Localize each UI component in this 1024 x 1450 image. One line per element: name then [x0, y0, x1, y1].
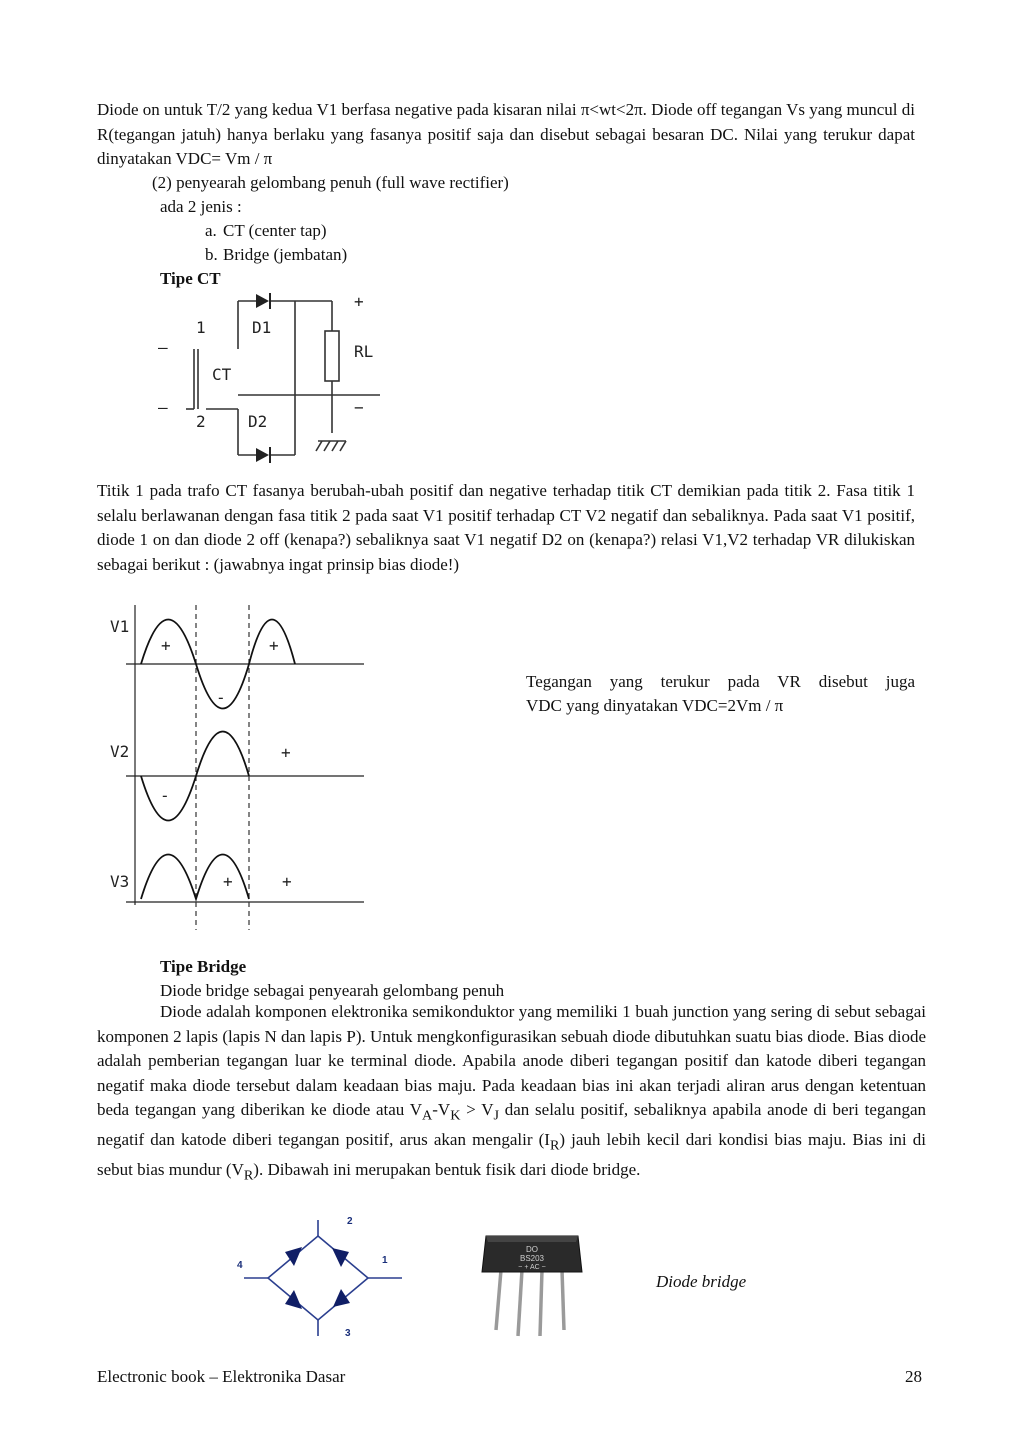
bridge-diode-2 — [332, 1248, 349, 1267]
vr-description-line-2: VDC yang dinyatakan VDC=2Vm / π — [526, 696, 784, 715]
bridge-subheading: Diode bridge sebagai penyearah gelombang penuh — [160, 981, 505, 1000]
paragraph-ct-explanation: Titik 1 pada trafo CT fasanya berubah-ubah positif dan negative terhadap titik CT demikian pada titik 2. Fasa titik 1 selalu berlawanan dengan fasa titik 2 pada saat V1 positif terhadap CT V2 negatif dan sebaliknya. Pada saat V1 positif, diode 1 on dan diode 2 off (kenapa?) sebaliknya saat V1 negatif D2 on (kenapa?) relasi V1,V2 terhadap VR dilukiskan sebagai berikut : (jawabnya ingat prinsip bias diode!) — [97, 481, 915, 574]
waveform-diagram — [108, 605, 370, 935]
component-marking-2: BS203 — [519, 1254, 545, 1263]
types-intro: ada 2 jenis : — [160, 197, 242, 216]
component-marking-3: ~ + AC ~ — [518, 1264, 546, 1271]
ct-label-ct: CT — [212, 365, 232, 384]
bridge-node-2: 2 — [347, 1216, 353, 1227]
ct-label-1: 1 — [196, 318, 206, 337]
bridge-schematic — [230, 1212, 410, 1342]
bridge-node-4: 4 — [237, 1260, 243, 1271]
list-marker-b: b. — [205, 245, 218, 264]
rl-resistor — [325, 331, 339, 381]
ct-label-d1: D1 — [252, 318, 272, 337]
v3-plus-1: + — [223, 872, 233, 891]
v2-plus: + — [281, 743, 291, 762]
diode-d1-symbol — [256, 294, 269, 308]
ct-label-rl: RL — [354, 342, 374, 361]
bridge-diode-3 — [285, 1290, 302, 1309]
v3-label: V3 — [110, 872, 130, 891]
v1-minus: - — [216, 688, 226, 707]
section-heading-full-wave: (2) penyearah gelombang penuh (full wave rectifier) — [152, 173, 509, 192]
heading-tipe-ct: Tipe CT — [160, 269, 221, 288]
v2-label: V2 — [110, 742, 130, 761]
list-item-bridge: Bridge (jembatan) — [223, 245, 348, 264]
ct-left-dash-top: — — [158, 338, 168, 357]
ct-minus: − — [354, 398, 364, 417]
bridge-node-3: 3 — [345, 1328, 351, 1339]
v1-plus-1: + — [161, 636, 171, 655]
heading-tipe-bridge: Tipe Bridge — [160, 957, 247, 976]
ct-plus: + — [354, 292, 364, 311]
list-item-ct: CT (center tap) — [223, 221, 327, 240]
ct-label-2: 2 — [196, 412, 206, 431]
v2-minus: - — [160, 786, 170, 805]
bridge-node-1: 1 — [382, 1255, 388, 1266]
diode-d2-symbol — [256, 448, 269, 462]
ct-left-dash-bottom: — — [158, 398, 168, 417]
v3-waveform — [141, 855, 249, 900]
v3-plus-2: + — [282, 872, 292, 891]
list-marker-a: a. — [205, 221, 217, 240]
diode-bridge-caption: Diode bridge — [656, 1272, 747, 1291]
footer-page-number: 28 — [905, 1367, 922, 1386]
paragraph-diode-bias: Diode adalah komponen elektronika semikonduktor yang memiliki 1 buah junction yang sering di sebut sebagai komponen 2 lapis (lapis N dan lapis P). Untuk mengkonfigurasikan sebuah diode dibutuhkan suatu bias diode. Bias diode adalah pemberian tegangan luar ke terminal diode. Apabila anode diberi tegangan positif dan katode diberi tegangan negatif maka diode tersebut dalam keadaan bias maju. Pada keadaan bias ini akan terjadi aliran arus dengan ketentuan beda tegangan yang diberikan ke diode atau $V_A-V_K > V_J$ dan selalu positif, sebaliknya apabila anode di beri tegangan negatif dan katode diberi tegangan positif, arus akan mengalir $(I_R)$ jauh lebih kecil dari kondisi bias maju. Bias ini di sebut bias mundur $(V_R)$. Dibawah ini merupakan bentuk fisik dari diode bridge. — [97, 1002, 927, 1184]
bridge-component-photo — [476, 1230, 586, 1342]
footer-book-title: Electronic book – Elektronika Dasar — [97, 1367, 346, 1386]
v1-plus-2: + — [269, 636, 279, 655]
ct-label-d2: D2 — [248, 412, 268, 431]
component-marking-1: DO — [526, 1245, 538, 1254]
bridge-diode-4 — [333, 1289, 350, 1307]
bridge-diode-1 — [285, 1247, 302, 1266]
vr-description-line-1: Tegangan yang terukur pada VR disebut juga — [526, 672, 915, 691]
ct-rectifier-circuit — [150, 285, 400, 470]
paragraph-intro: Diode on untuk T/2 yang kedua V1 berfasa negative pada kisaran nilai π<wt<2π. Diode off tegangan Vs yang muncul di R(tegangan jatuh) hanya berlaku yang fasanya positif saja dan disebut sebagai besaran DC. Nilai yang terukur dapat dinyatakan VDC= Vm / π — [97, 100, 915, 168]
v1-label: V1 — [110, 617, 130, 636]
